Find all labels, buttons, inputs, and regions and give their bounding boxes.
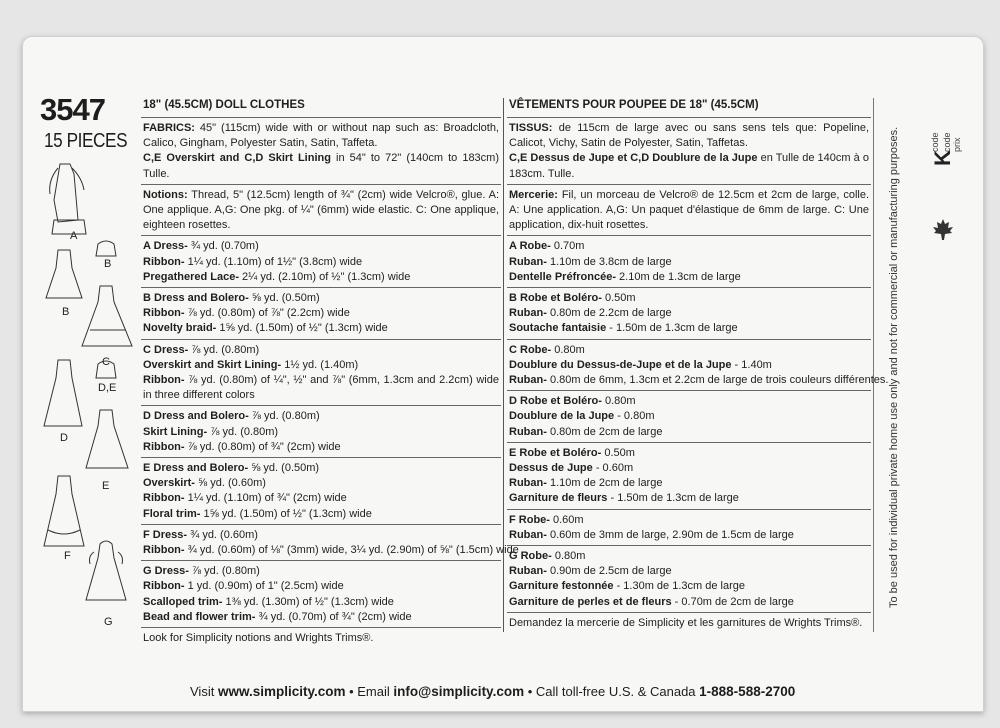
french-yardage-section [507, 340, 889, 392]
french-yardage-line [509, 528, 869, 543]
figure-label-c: C [102, 356, 110, 368]
item-label: C Dress- [143, 343, 189, 356]
item-label: Ribbon- [143, 255, 185, 268]
item-amount: 1.10m de 2cm de large [546, 477, 663, 490]
french-yardage-line [509, 491, 869, 506]
item-amount: ⅝ yd. (0.50m) [248, 462, 320, 475]
notions-text: Thread, 5" (12.5cm) length of ¾" (2cm) wide Velcro®, glue. A: One applique. A,G: One pkg. of ¼" (6mm) wide elastic. C: One applique, eighteen rosettes. [143, 188, 500, 232]
side-divider [873, 98, 874, 632]
item-amount: ¾ yd. (0.70m) of ¾" (2cm) wide [255, 610, 412, 623]
tissus-block [507, 118, 871, 185]
english-yardage-line [143, 409, 499, 424]
fabrics-line2-text: in 54" to 72" (140cm to 183cm) Tulle. [143, 152, 500, 180]
english-yardage-section [141, 458, 501, 525]
french-yardage-line [509, 476, 869, 491]
item-amount: 0.80m [551, 550, 586, 563]
item-label: B Robe et Boléro- [509, 292, 602, 305]
item-amount: 1.10m de 3.8cm de large [546, 255, 672, 268]
item-amount: ¾ yd. (0.60m) [187, 528, 258, 541]
item-label: Ruban- [509, 374, 547, 387]
item-label: Ruban- [509, 425, 547, 438]
pattern-number: 3547 [40, 92, 105, 127]
figure-label-e: E [102, 480, 110, 492]
item-amount: ⅞ yd. (0.80m) [188, 343, 260, 356]
french-yardage-section [507, 236, 871, 288]
item-amount: 0.80m [551, 343, 585, 356]
english-yardage-section [141, 561, 501, 628]
figure-label-b: B [62, 306, 70, 318]
item-label: Dentelle Préfroncée- [509, 270, 616, 283]
french-yardage-line [509, 291, 869, 306]
english-footer-note: Look for Simplicity notions and Wrights Trims®. [143, 632, 374, 645]
french-yardage-section [507, 391, 871, 443]
french-yardage-line [509, 549, 869, 564]
english-yardage-section [141, 288, 501, 340]
tissus-label: TISSUS: [509, 122, 553, 134]
item-amount: - 1.50m de 1.3cm de large [606, 322, 738, 335]
english-yardage-section [141, 340, 501, 407]
item-label: Ribbon- [143, 580, 185, 593]
item-amount: 0.80m de 6mm, 1.3cm et 2.2cm de large de trois couleurs différentes. [546, 374, 889, 387]
english-yardage-line [143, 255, 499, 270]
item-amount: ⅝ yd. (0.60m) [194, 477, 266, 490]
phone-number: 1-888-588-2700 [699, 684, 796, 699]
figure-label-b-bolero: B [104, 258, 112, 270]
item-amount: 1¼ yd. (1.10m) of ¾" (2cm) wide [184, 492, 347, 505]
french-yardage-line [509, 446, 869, 461]
item-label: Ruban- [509, 307, 547, 320]
mercerie-block [507, 185, 871, 237]
item-label: Garniture de fleurs [509, 492, 608, 505]
item-amount: 0.60m [549, 513, 584, 526]
english-column [141, 98, 519, 648]
french-yardage-line [509, 255, 869, 270]
email-label: • Email [345, 684, 394, 699]
item-label: Ribbon- [143, 307, 185, 320]
french-yardage-line [509, 239, 869, 254]
french-yardage-section [507, 288, 871, 340]
item-amount: 0.50m [601, 292, 636, 305]
english-yardage-line [143, 306, 499, 321]
french-yardage-line [509, 564, 869, 579]
item-amount: - 0.80m [614, 410, 655, 423]
item-label: Ribbon- [143, 374, 185, 387]
item-label: E Robe et Boléro- [509, 446, 602, 459]
item-label: F Dress- [143, 528, 188, 541]
mercerie-text: Fil, un morceau de Velcro® de 12.5cm et 2cm de large, colle. A: Une application. A,G: Un paquet d'élastique de 6mm de large. C: Une application, dix-huit rosettes. [509, 188, 869, 232]
item-label: Ruban- [509, 477, 547, 490]
notions-label: Notions: [143, 188, 188, 201]
item-amount: ⅞ yd. (0.80m) of ¾" (2cm) wide [184, 440, 341, 453]
email-link[interactable]: info@simplicity.com [393, 684, 525, 699]
item-label: Doublure de la Jupe [509, 410, 615, 423]
french-yardage-line [509, 270, 869, 285]
english-yardage-sections [141, 236, 519, 628]
item-amount: 1⅝ yd. (1.50m) of ½" (1.3cm) wide [216, 322, 388, 335]
item-amount: 1 yd. (0.90m) of 1" (2.5cm) wide [184, 580, 344, 593]
mercerie-label: Mercerie: [509, 188, 558, 201]
english-title: 18" (45.5CM) DOLL CLOTHES [141, 98, 501, 118]
item-amount: 1⅝ yd. (1.50m) of ½" (1.3cm) wide [200, 507, 372, 520]
item-amount: 2.10m de 1.3cm de large [615, 270, 741, 283]
english-yardage-line [143, 440, 499, 455]
price-code-letter: K [930, 150, 955, 166]
item-amount: - 0.60m [592, 462, 634, 475]
english-yardage-line [143, 507, 499, 522]
item-label: Overskirt- [143, 477, 195, 490]
item-amount: ⅞ yd. (0.80m) of ¼", ½" and ⅞" (6mm, 1.3cm and 2.2cm) wide in three different colors [143, 374, 499, 402]
item-amount: 0.80m [601, 395, 636, 408]
english-yardage-line [143, 343, 499, 358]
english-yardage-line [143, 476, 499, 491]
item-label: Overskirt and Skirt Lining- [143, 358, 282, 371]
item-amount: 2¼ yd. (2.10m) of ½" (1.3cm) wide [238, 270, 411, 283]
french-yardage-line [509, 358, 869, 373]
french-yardage-line [509, 373, 889, 388]
item-label: Ruban- [509, 255, 547, 268]
dress-sketches [40, 160, 140, 640]
item-label: Novelty braid- [143, 322, 217, 335]
visit-label: Visit [190, 684, 218, 699]
english-yardage-line [143, 595, 499, 610]
item-amount: 0.70m [550, 240, 585, 253]
website-link[interactable]: www.simplicity.com [217, 684, 346, 699]
french-yardage-line [509, 409, 869, 424]
french-yardage-section [507, 443, 871, 510]
item-amount: - 1.50m de 1.3cm de large [607, 492, 739, 505]
item-amount: 0.50m [601, 446, 635, 459]
english-yardage-line [143, 373, 499, 403]
item-amount: - 1.30m de 1.3cm de large [613, 580, 745, 593]
item-label: C Robe- [509, 343, 552, 356]
english-yardage-line [143, 564, 499, 579]
french-yardage-section [507, 510, 871, 546]
item-amount: ¾ yd. (0.70m) [187, 240, 259, 253]
item-amount: 0.80m de 2.2cm de large [546, 307, 672, 320]
english-yardage-line [143, 321, 499, 336]
tissus-line2-label: C,E Dessus de Jupe et C,D Doublure de la Jupe [509, 152, 758, 165]
fabrics-block [141, 118, 501, 185]
notions-block [141, 185, 501, 237]
fabrics-text: 45" (115cm) wide with or without nap such as: Broadcloth, Calico, Gingham, Polyester Satin, Satin, Taffeta. [143, 122, 499, 150]
item-label: Floral trim- [143, 507, 201, 520]
item-amount: ⅞ yd. (0.80m) [207, 425, 279, 438]
item-label: B Dress and Bolero- [143, 292, 249, 305]
english-yardage-section [141, 525, 519, 561]
price-code-label: code [930, 132, 940, 152]
french-yardage-line [509, 321, 869, 336]
figure-label-d: D [60, 432, 68, 444]
french-yardage-line [509, 461, 869, 476]
item-label: A Dress- [143, 240, 188, 253]
item-label: Scalloped trim- [143, 595, 223, 608]
french-yardage-line [509, 595, 869, 610]
contact-footer [190, 684, 795, 699]
item-amount: ¾ yd. (0.60m) of ⅛" (3mm) wide, 3¼ yd. (2.90m) of ⅝" (1.5cm) wide [184, 544, 519, 557]
french-yardage-sections [507, 236, 889, 612]
french-yardage-line [509, 306, 869, 321]
figure-label-g: G [104, 616, 113, 628]
pieces-count: 15 PIECES [44, 130, 128, 152]
item-label: Garniture festonnée [509, 580, 614, 593]
item-label: D Robe et Boléro- [509, 395, 602, 408]
french-yardage-line [509, 579, 869, 594]
item-amount: ⅝ yd. (0.50m) [248, 292, 320, 305]
item-label: Ribbon- [143, 492, 185, 505]
item-amount: - 1.40m [731, 358, 772, 371]
english-yardage-line [143, 491, 499, 506]
english-yardage-line [143, 425, 499, 440]
call-label: • Call toll-free U.S. & Canada [524, 684, 700, 699]
french-column [507, 98, 889, 633]
english-yardage-line [143, 270, 499, 285]
prix-label: prix [952, 137, 962, 152]
dress-illustrations [40, 160, 140, 640]
item-label: Bead and flower trim- [143, 610, 256, 623]
english-yardage-section [141, 236, 501, 288]
usage-restriction-note: To be used for individual private home use only and not for commercial or manufacturing purposes. [888, 126, 900, 608]
item-label: Ruban- [509, 528, 547, 541]
item-label: Dessus de Jupe [509, 462, 593, 475]
french-yardage-line [509, 394, 869, 409]
item-label: Ribbon- [143, 544, 185, 557]
item-label: E Dress and Bolero- [143, 462, 249, 475]
item-amount: - 0.70m de 2cm de large [671, 595, 794, 608]
item-amount: ⅞ yd. (0.80m) [248, 410, 320, 423]
price-code-label-2: code [942, 132, 952, 152]
french-yardage-line [509, 425, 869, 440]
item-amount: 0.90m de 2.5cm de large [546, 565, 672, 578]
english-yardage-section [141, 406, 501, 458]
french-title: VÊTEMENTS POUR POUPEE DE 18" (45.5CM) [507, 98, 871, 118]
figure-label-f: F [64, 550, 71, 562]
item-amount: ⅞ yd. (0.80m) of ⅞" (2.2cm) wide [184, 307, 350, 320]
figure-label-a: A [70, 230, 78, 242]
item-label: A Robe- [509, 240, 551, 253]
english-yardage-line [143, 291, 499, 306]
english-yardage-line [143, 239, 499, 254]
fabrics-label: FABRICS: [143, 122, 195, 134]
item-label: Pregathered Lace- [143, 270, 239, 283]
item-label: G Robe- [509, 550, 552, 563]
english-yardage-line [143, 579, 499, 594]
english-yardage-line [143, 543, 519, 558]
item-label: Soutache fantaisie [509, 322, 607, 335]
item-label: Garniture de perles et de fleurs [509, 595, 672, 608]
item-amount: 0.60m de 3mm de large, 2.90m de 1.5cm de large [546, 528, 794, 541]
item-label: F Robe- [509, 513, 550, 526]
item-label: Doublure du Dessus-de-Jupe et de la Jupe [509, 358, 732, 371]
item-amount: 1⅜ yd. (1.30m) of ½" (1.3cm) wide [222, 595, 394, 608]
item-label: Ribbon- [143, 440, 185, 453]
fabrics-line2-label: C,E Overskirt and C,D Skirt Lining [143, 152, 331, 165]
english-yardage-line [143, 461, 499, 476]
french-yardage-line [509, 343, 869, 358]
english-yardage-line [143, 528, 499, 543]
item-label: Ruban- [509, 565, 547, 578]
item-label: G Dress- [143, 565, 189, 578]
english-yardage-line [143, 358, 499, 373]
item-amount: 1¼ yd. (1.10m) of 1½" (3.8cm) wide [184, 255, 363, 268]
item-label: D Dress and Bolero- [143, 410, 249, 423]
item-amount: 1½ yd. (1.40m) [281, 358, 359, 371]
item-amount: ⅞ yd. (0.80m) [188, 565, 260, 578]
maple-leaf-icon [932, 218, 954, 242]
english-yardage-line [143, 610, 499, 625]
tissus-line2-text: en Tulle de 140cm à o 183cm. Tulle. [509, 152, 869, 180]
tissus-text: de 115cm de large avec ou sans sens tels que: Popeline, Calicot, Vichy, Satin de Polyester, Satin, Taffetas. [509, 122, 870, 150]
french-footer-note: Demandez la mercerie de Simplicity et les garnitures de Wrights Trims®. [509, 616, 863, 629]
item-amount: 0.80m de 2cm de large [546, 425, 663, 438]
french-yardage-section [507, 546, 871, 613]
item-label: Skirt Lining- [143, 425, 208, 438]
french-yardage-line [509, 513, 869, 528]
figure-label-de: D,E [98, 382, 117, 394]
